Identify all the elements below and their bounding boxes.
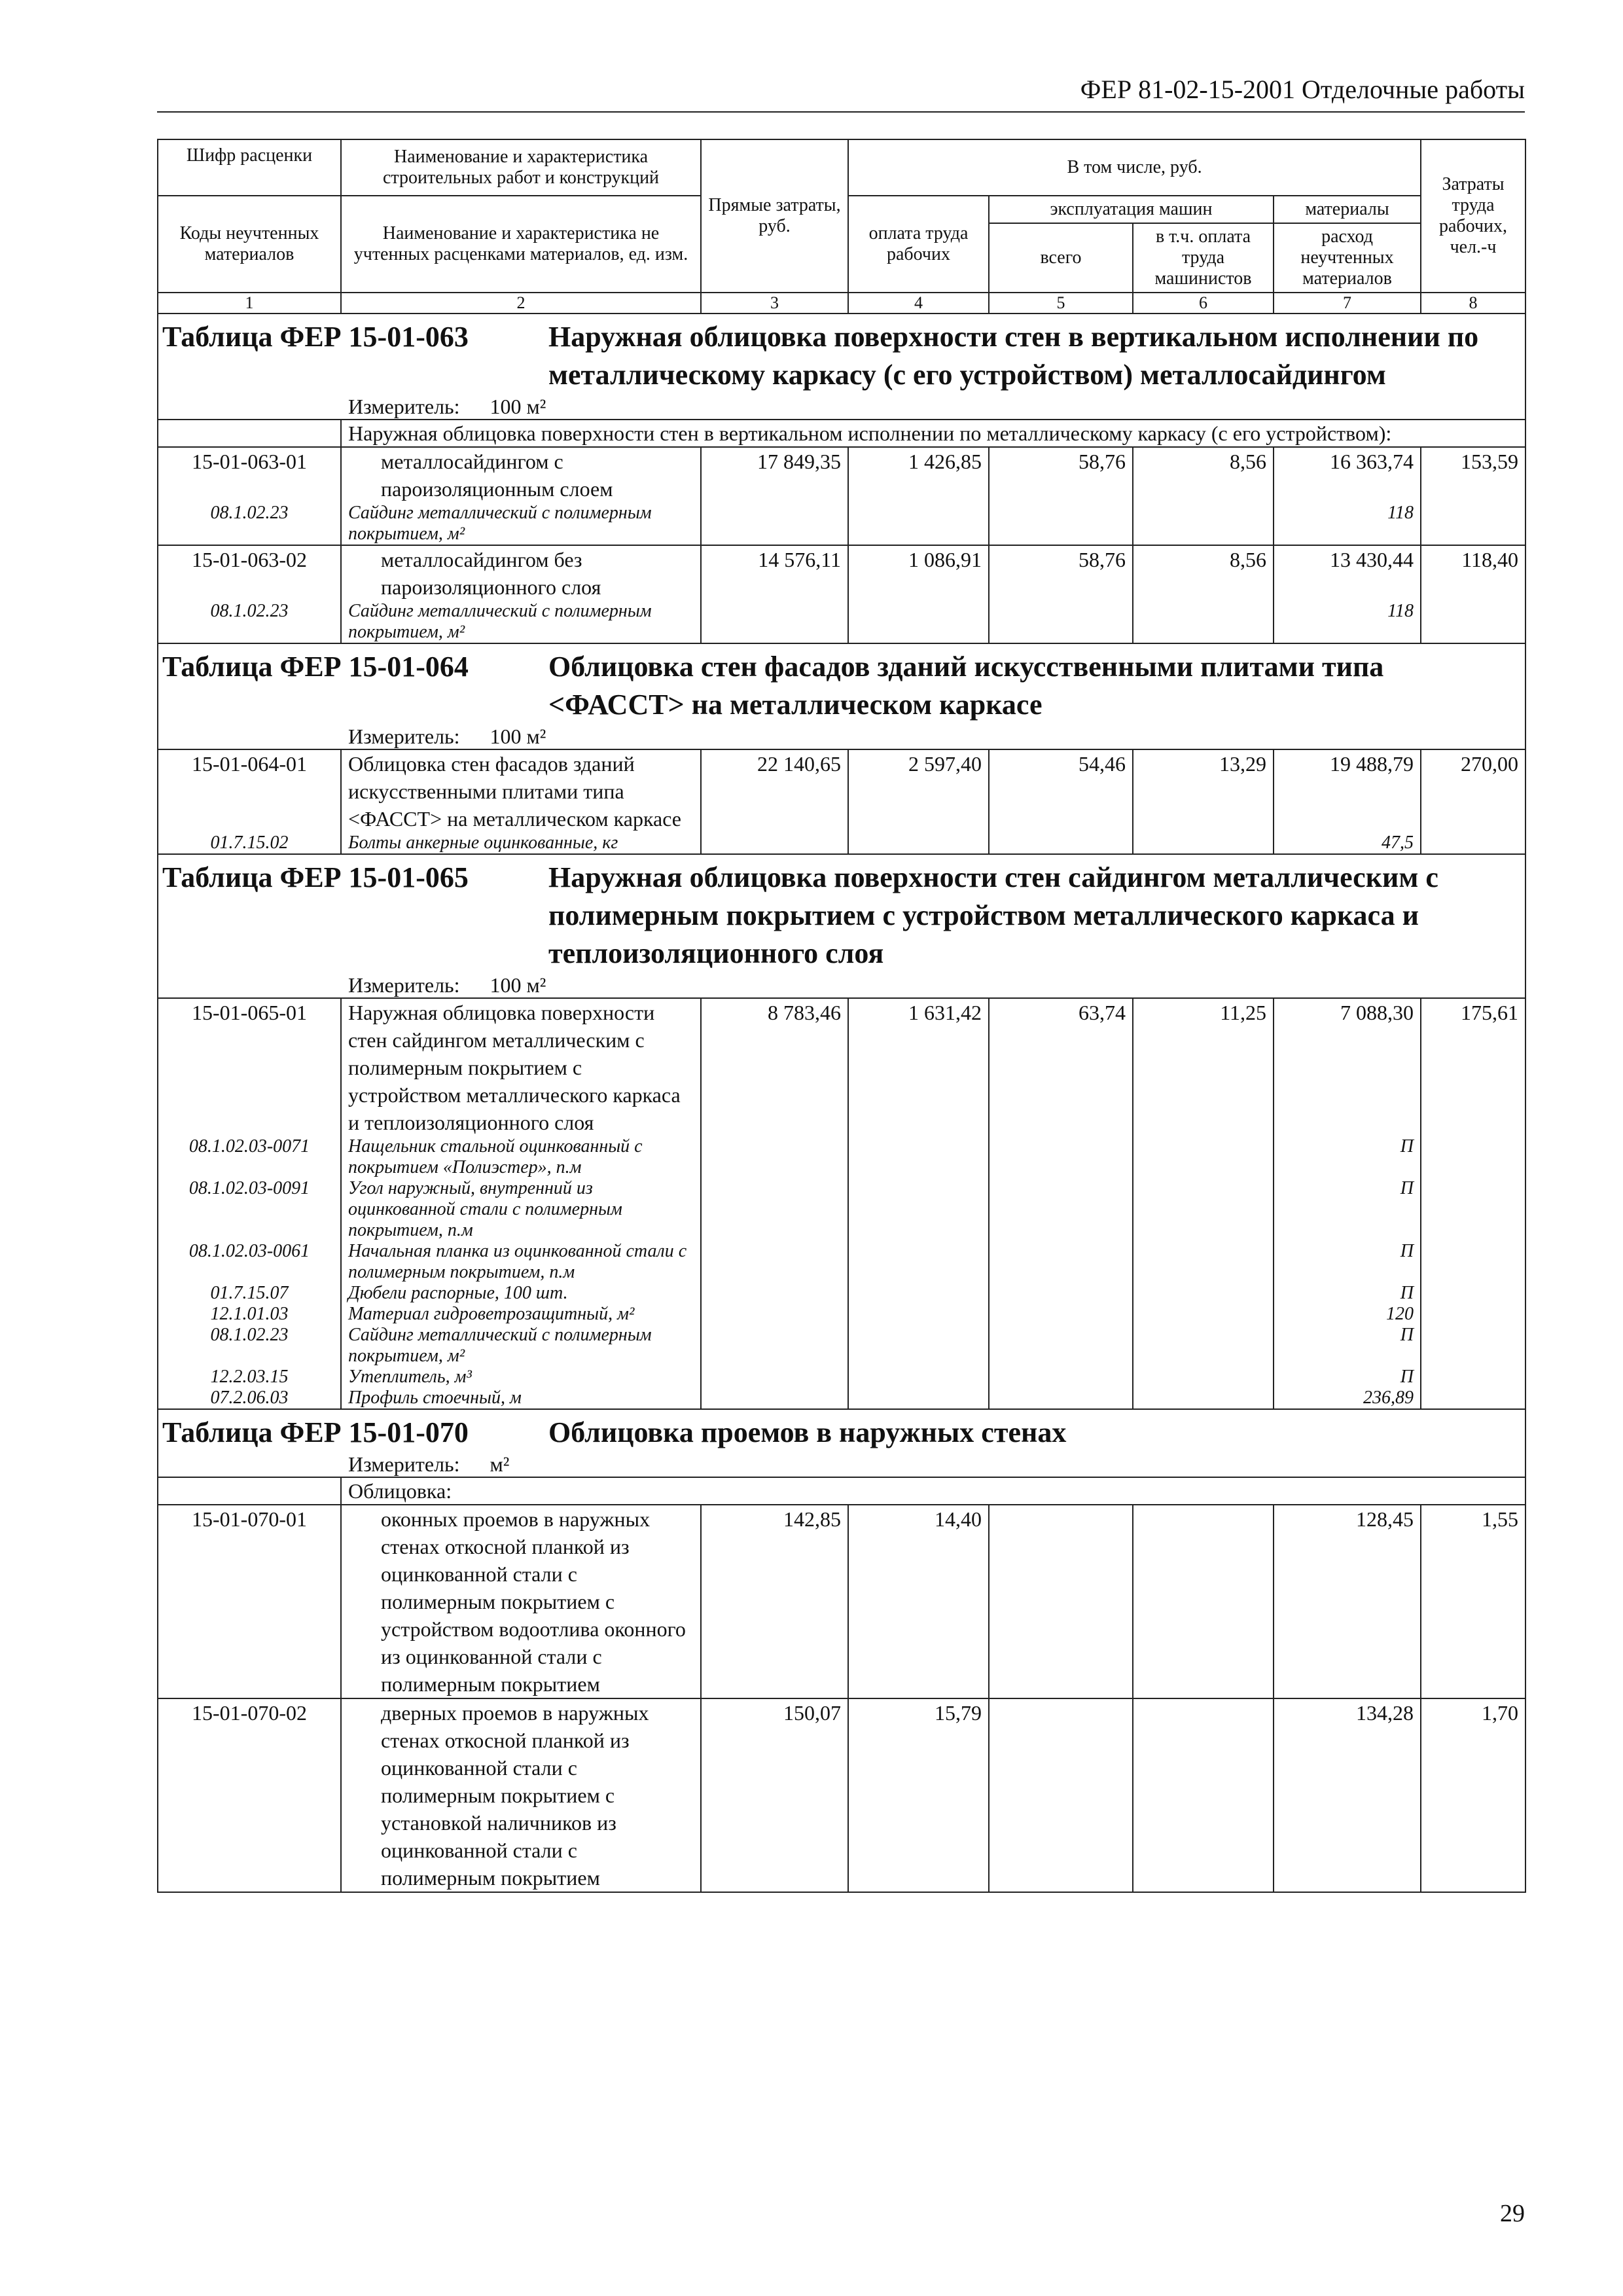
- col-labor-header: Затраты труда рабочих, чел.-ч: [1421, 139, 1525, 293]
- machines-total: 58,76: [989, 545, 1133, 601]
- measure-cell: [158, 394, 1525, 420]
- rate-name: дверных проемов в наружных стенах откосной планкой из оцинкованной стали с полимерным покрытием с установкой наличников из оцинкованной стали с полимерным покрытием: [341, 1698, 701, 1892]
- section-table-number: Таблица ФЕР 15-01-065: [162, 861, 469, 893]
- labor-blank: [1421, 1388, 1525, 1409]
- col-number: 1: [158, 293, 341, 314]
- labor-blank: [1421, 1136, 1525, 1178]
- material-quantity: П: [1274, 1178, 1421, 1241]
- section-title-row: [158, 854, 1525, 973]
- material-quantity: П: [1274, 1241, 1421, 1283]
- direct-blank: [701, 1136, 848, 1178]
- col-code-header: Шифр расценки: [158, 139, 341, 196]
- material-code: 08.1.02.03-0061: [158, 1241, 341, 1283]
- material-quantity: П: [1274, 1325, 1421, 1367]
- workers-wages: 14,40: [848, 1505, 989, 1698]
- measure-value: 100 м²: [490, 725, 546, 748]
- col-machines-wages-header: в т.ч. оплата труда машинистов: [1133, 223, 1274, 293]
- direct-blank: [701, 1325, 848, 1367]
- intro-spacer: [158, 420, 341, 447]
- measure-row: [158, 724, 1525, 749]
- col-number: 6: [1133, 293, 1274, 314]
- labor-blank: [1421, 1325, 1525, 1367]
- machinists-blank: [1133, 1283, 1274, 1304]
- material-row: [158, 1136, 1525, 1178]
- col-name-header: Наименование и характеристика строительных работ и конструкций: [341, 139, 701, 196]
- material-row: [158, 1178, 1525, 1241]
- material-quantity: 236,89: [1274, 1388, 1421, 1409]
- workers-wages: 2 597,40: [848, 749, 989, 833]
- labor-blank: [1421, 503, 1525, 545]
- workers-wages: 1 426,85: [848, 447, 989, 503]
- col-direct-header: Прямые затраты, руб.: [701, 139, 848, 293]
- section-title-text: Наружная облицовка поверхности стен сайдингом металлическим с полимерным покрытием с устройством металлического каркаса и теплоизоляционного слоя: [548, 861, 1438, 969]
- machines-total: [989, 1698, 1133, 1892]
- col-number: 8: [1421, 293, 1525, 314]
- measure-row: [158, 973, 1525, 998]
- machinists-wages: 8,56: [1133, 545, 1274, 601]
- direct-cost: 22 140,65: [701, 749, 848, 833]
- measure-label: Измеритель:: [348, 973, 460, 997]
- intro-spacer: [158, 1477, 341, 1505]
- section-table-number: Таблица ФЕР 15-01-063: [162, 321, 469, 353]
- wages-blank: [848, 1388, 989, 1409]
- direct-blank: [701, 601, 848, 643]
- machinists-blank: [1133, 1325, 1274, 1367]
- material-row: [158, 1283, 1525, 1304]
- intro-row: [158, 1477, 1525, 1505]
- material-row: [158, 1304, 1525, 1325]
- direct-blank: [701, 1283, 848, 1304]
- material-code: 08.1.02.23: [158, 1325, 341, 1367]
- material-row: [158, 601, 1525, 643]
- material-row: [158, 1367, 1525, 1388]
- section-table-number: Таблица ФЕР 15-01-070: [162, 1416, 469, 1448]
- labor-blank: [1421, 1367, 1525, 1388]
- machines-blank: [989, 1325, 1133, 1367]
- col-material-name-header: Наименование и характеристика не учтенных расценками материалов, ед. изм.: [341, 196, 701, 293]
- wages-blank: [848, 833, 989, 854]
- labor-blank: [1421, 833, 1525, 854]
- measure-label: Измеритель:: [348, 395, 460, 418]
- section-table-number: Таблица ФЕР 15-01-064: [162, 651, 469, 683]
- material-name: Сайдинг металлический с полимерным покрытием, м²: [341, 503, 701, 545]
- material-quantity: 118: [1274, 601, 1421, 643]
- machinists-blank: [1133, 1241, 1274, 1283]
- material-row: [158, 503, 1525, 545]
- section-title: [158, 1414, 1518, 1452]
- machinists-blank: [1133, 503, 1274, 545]
- material-name: Профиль стоечный, м: [341, 1388, 701, 1409]
- rate-name: металлосайдингом с пароизоляционным слоем: [341, 447, 701, 503]
- machines-total: 54,46: [989, 749, 1133, 833]
- rate-row: [158, 1698, 1525, 1892]
- material-name: Утеплитель, м³: [341, 1367, 701, 1388]
- material-row: [158, 833, 1525, 854]
- section-title-cell: [158, 643, 1525, 724]
- machines-blank: [989, 1136, 1133, 1178]
- direct-blank: [701, 1178, 848, 1241]
- wages-blank: [848, 1178, 989, 1241]
- labor-blank: [1421, 1304, 1525, 1325]
- material-name: Материал гидроветрозащитный, м²: [341, 1304, 701, 1325]
- section-title-row: [158, 643, 1525, 724]
- col-wages-header: оплата труда рабочих: [848, 196, 989, 293]
- machines-blank: [989, 503, 1133, 545]
- labor-blank: [1421, 1241, 1525, 1283]
- materials-cost: 13 430,44: [1274, 545, 1421, 601]
- running-header: ФЕР 81-02-15-2001 Отделочные работы: [157, 68, 1525, 113]
- material-quantity: 47,5: [1274, 833, 1421, 854]
- direct-cost: 150,07: [701, 1698, 848, 1892]
- material-name: Начальная планка из оцинкованной стали с полимерным покрытием, п.м: [341, 1241, 701, 1283]
- labor-blank: [1421, 601, 1525, 643]
- direct-blank: [701, 1241, 848, 1283]
- measure-cell: [158, 724, 1525, 749]
- section-title-cell: [158, 314, 1525, 394]
- machinists-wages: [1133, 1505, 1274, 1698]
- material-name: Дюбели распорные, 100 шт.: [341, 1283, 701, 1304]
- material-row: [158, 1388, 1525, 1409]
- workers-wages: 1 086,91: [848, 545, 989, 601]
- machinists-blank: [1133, 1304, 1274, 1325]
- col-number: 5: [989, 293, 1133, 314]
- page-number: 29: [1500, 2200, 1525, 2227]
- material-code: 08.1.02.03-0071: [158, 1136, 341, 1178]
- section-title: [158, 859, 1518, 973]
- labor-blank: [1421, 1178, 1525, 1241]
- material-code: 01.7.15.07: [158, 1283, 341, 1304]
- rate-row: [158, 998, 1525, 1136]
- measure-value: м²: [490, 1452, 510, 1476]
- machinists-blank: [1133, 1178, 1274, 1241]
- material-code: 08.1.02.23: [158, 503, 341, 545]
- col-material-code-header: Коды неучтенных материалов: [158, 196, 341, 293]
- section-title: [158, 318, 1518, 394]
- rate-code: 15-01-070-01: [158, 1505, 341, 1698]
- wages-blank: [848, 1241, 989, 1283]
- intro-text: Наружная облицовка поверхности стен в вертикальном исполнении по металлическому каркасу (с его устройством):: [341, 420, 1525, 447]
- column-header: [158, 139, 1525, 314]
- col-number: 7: [1274, 293, 1421, 314]
- labor-cost: 175,61: [1421, 998, 1525, 1136]
- wages-blank: [848, 1283, 989, 1304]
- machinists-blank: [1133, 1136, 1274, 1178]
- direct-cost: 142,85: [701, 1505, 848, 1698]
- labor-blank: [1421, 1283, 1525, 1304]
- workers-wages: 15,79: [848, 1698, 989, 1892]
- table-body: [158, 314, 1525, 1892]
- measure-value: 100 м²: [490, 973, 546, 997]
- labor-cost: 1,70: [1421, 1698, 1525, 1892]
- material-name: Сайдинг металлический с полимерным покрытием, м²: [341, 1325, 701, 1367]
- materials-cost: 19 488,79: [1274, 749, 1421, 833]
- machinists-wages: 11,25: [1133, 998, 1274, 1136]
- intro-row: [158, 420, 1525, 447]
- direct-cost: 8 783,46: [701, 998, 848, 1136]
- section-title-row: [158, 314, 1525, 394]
- direct-cost: 17 849,35: [701, 447, 848, 503]
- col-materials-sub-header: расход неучтенных материалов: [1274, 223, 1421, 293]
- machines-blank: [989, 1304, 1133, 1325]
- material-code: 08.1.02.03-0091: [158, 1178, 341, 1241]
- col-materials-header: материалы: [1274, 196, 1421, 223]
- rate-row: [158, 447, 1525, 503]
- material-name: Угол наружный, внутренний из оцинкованной стали с полимерным покрытием, п.м: [341, 1178, 701, 1241]
- machines-total: [989, 1505, 1133, 1698]
- col-machines-total-header: всего: [989, 223, 1133, 293]
- machinists-wages: 13,29: [1133, 749, 1274, 833]
- direct-blank: [701, 833, 848, 854]
- measure-row: [158, 1452, 1525, 1477]
- material-quantity: 120: [1274, 1304, 1421, 1325]
- wages-blank: [848, 1136, 989, 1178]
- material-quantity: П: [1274, 1136, 1421, 1178]
- wages-blank: [848, 1304, 989, 1325]
- material-quantity: П: [1274, 1367, 1421, 1388]
- measure-value: 100 м²: [490, 395, 546, 418]
- machines-blank: [989, 1367, 1133, 1388]
- section-title: [158, 648, 1518, 724]
- rate-row: [158, 545, 1525, 601]
- machinists-wages: 8,56: [1133, 447, 1274, 503]
- material-code: 08.1.02.23: [158, 601, 341, 643]
- materials-cost: 128,45: [1274, 1505, 1421, 1698]
- direct-blank: [701, 1388, 848, 1409]
- measure-label: Измеритель:: [348, 1452, 460, 1476]
- machines-total: 63,74: [989, 998, 1133, 1136]
- material-quantity: 118: [1274, 503, 1421, 545]
- rate-code: 15-01-065-01: [158, 998, 341, 1136]
- material-row: [158, 1325, 1525, 1367]
- machines-blank: [989, 833, 1133, 854]
- rate-code: 15-01-063-01: [158, 447, 341, 503]
- material-row: [158, 1241, 1525, 1283]
- col-including-header: В том числе, руб.: [848, 139, 1421, 196]
- material-quantity: П: [1274, 1283, 1421, 1304]
- wages-blank: [848, 601, 989, 643]
- rate-name: Облицовка стен фасадов зданий искусственными плитами типа <ФАССТ> на металлическом каркасе: [341, 749, 701, 833]
- measure-label: Измеритель:: [348, 725, 460, 748]
- material-name: Нащельник стальной оцинкованный с покрытием «Полиэстер», п.м: [341, 1136, 701, 1178]
- materials-cost: 134,28: [1274, 1698, 1421, 1892]
- material-code: 01.7.15.02: [158, 833, 341, 854]
- col-number: 2: [341, 293, 701, 314]
- machines-blank: [989, 1388, 1133, 1409]
- col-number: 3: [701, 293, 848, 314]
- price-table: [157, 139, 1526, 1893]
- direct-blank: [701, 1304, 848, 1325]
- section-title-row: [158, 1409, 1525, 1452]
- rate-code: 15-01-063-02: [158, 545, 341, 601]
- machines-blank: [989, 1241, 1133, 1283]
- material-code: 12.2.03.15: [158, 1367, 341, 1388]
- workers-wages: 1 631,42: [848, 998, 989, 1136]
- direct-blank: [701, 503, 848, 545]
- wages-blank: [848, 503, 989, 545]
- material-name: Сайдинг металлический с полимерным покрытием, м²: [341, 601, 701, 643]
- labor-cost: 118,40: [1421, 545, 1525, 601]
- rate-code: 15-01-064-01: [158, 749, 341, 833]
- machines-total: 58,76: [989, 447, 1133, 503]
- measure-row: [158, 394, 1525, 420]
- rate-row: [158, 1505, 1525, 1698]
- measure-cell: [158, 1452, 1525, 1477]
- machinists-blank: [1133, 1388, 1274, 1409]
- rate-code: 15-01-070-02: [158, 1698, 341, 1892]
- rate-name: Наружная облицовка поверхности стен сайдингом металлическим с полимерным покрытием с устройством металлического каркаса и теплоизоляционного слоя: [341, 998, 701, 1136]
- material-code: 12.1.01.03: [158, 1304, 341, 1325]
- labor-cost: 153,59: [1421, 447, 1525, 503]
- machines-blank: [989, 1178, 1133, 1241]
- labor-cost: 1,55: [1421, 1505, 1525, 1698]
- materials-cost: 16 363,74: [1274, 447, 1421, 503]
- rate-name: оконных проемов в наружных стенах откосной планкой из оцинкованной стали с полимерным покрытием с устройством водоотлива оконного из оцинкованной стали с полимерным покрытием: [341, 1505, 701, 1698]
- wages-blank: [848, 1325, 989, 1367]
- measure-cell: [158, 973, 1525, 998]
- direct-cost: 14 576,11: [701, 545, 848, 601]
- machines-blank: [989, 1283, 1133, 1304]
- section-title-cell: [158, 854, 1525, 973]
- materials-cost: 7 088,30: [1274, 998, 1421, 1136]
- section-title-text: Облицовка стен фасадов зданий искусственными плитами типа <ФАССТ> на металлическом каркасе: [548, 651, 1384, 721]
- rate-name: металлосайдингом без пароизоляционного слоя: [341, 545, 701, 601]
- col-machines-header: эксплуатация машин: [989, 196, 1274, 223]
- machines-blank: [989, 601, 1133, 643]
- wages-blank: [848, 1367, 989, 1388]
- section-title-cell: [158, 1409, 1525, 1452]
- col-number: 4: [848, 293, 989, 314]
- machinists-blank: [1133, 1367, 1274, 1388]
- machinists-blank: [1133, 833, 1274, 854]
- intro-text: Облицовка:: [341, 1477, 1525, 1505]
- labor-cost: 270,00: [1421, 749, 1525, 833]
- machinists-wages: [1133, 1698, 1274, 1892]
- material-name: Болты анкерные оцинкованные, кг: [341, 833, 701, 854]
- section-title-text: Облицовка проемов в наружных стенах: [548, 1416, 1067, 1448]
- material-code: 07.2.06.03: [158, 1388, 341, 1409]
- rate-row: [158, 749, 1525, 833]
- section-title-text: Наружная облицовка поверхности стен в вертикальном исполнении по металлическому каркасу (с его устройством) металлосайдингом: [548, 321, 1479, 391]
- direct-blank: [701, 1367, 848, 1388]
- machinists-blank: [1133, 601, 1274, 643]
- column-numbers: [158, 293, 1525, 314]
